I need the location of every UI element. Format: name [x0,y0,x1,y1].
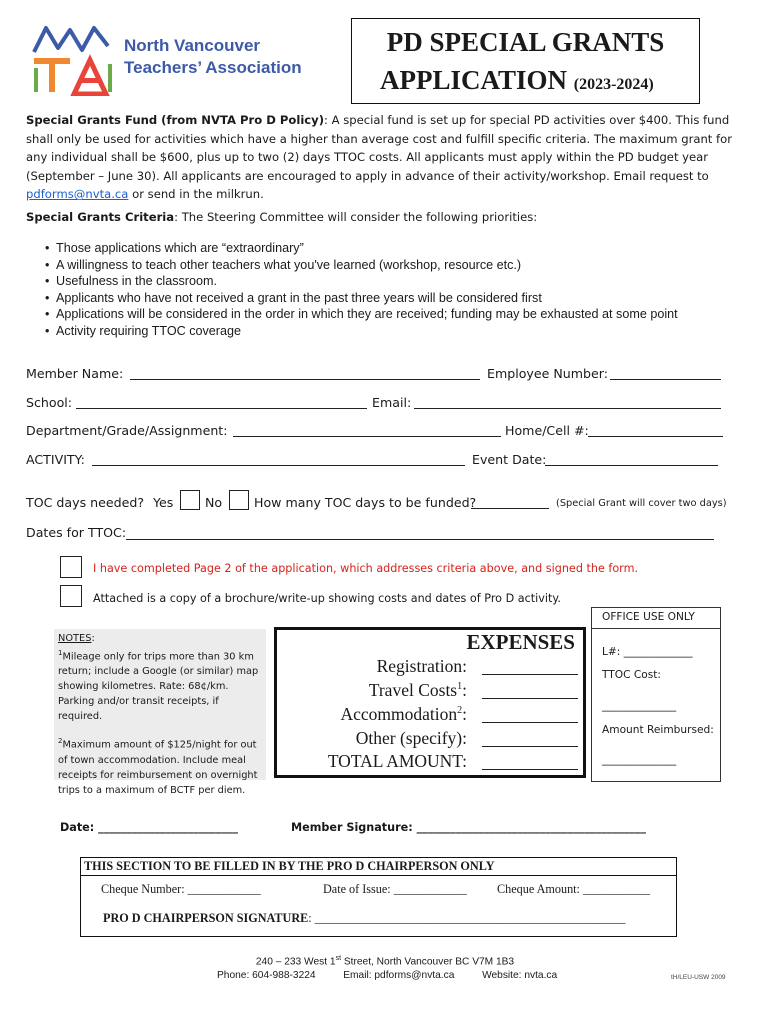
special-grant-note: (Special Grant will cover two days) [556,498,727,509]
chairperson-signature-label: PRO D CHAIRPERSON SIGNATURE [103,911,309,925]
travel-label [369,680,467,701]
office-ttoc-blank: ______________ [602,700,677,712]
logo-name-line2: Teachers’ Association [124,58,302,77]
chairperson-heading: THIS SECTION TO BE FILLED IN BY THE PRO D CHAIRPERSON ONLY [81,858,676,876]
home-cell-label: Home/Cell #: [505,423,589,438]
fund-description [26,111,744,204]
office-ttoc-cost: TTOC Cost: [602,669,661,681]
toc-yes-label: Yes [153,495,174,510]
accommodation-label-text: Accommodation [340,704,458,724]
fund-heading: Special Grants Fund (from NVTA Pro D Policy) [26,113,325,127]
toc-needed-label: TOC days needed? [26,495,145,510]
member-name-label: Member Name: [26,366,124,381]
office-use-box [591,607,721,782]
notes-box [54,629,266,796]
footer-contact [217,970,557,981]
title-application: APPLICATION [380,65,568,95]
registration-field[interactable] [482,674,578,675]
criteria-intro [26,208,744,227]
fund-tail: or send in the milkrun. [128,187,264,202]
note-accommodation-sup: 2 [58,737,63,746]
toc-no-label: No [205,495,223,510]
travel-label-text: Travel Costs [368,680,458,700]
chairperson-signature-line: : ___________________________________________________ [308,911,626,925]
footer-website: Website: nvta.ca [482,970,558,981]
footer-email: Email: pdforms@nvta.ca [343,970,455,981]
toc-yes-checkbox[interactable] [180,490,200,510]
email-label: Email: [372,395,412,410]
criteria-text: : The Steering Committee will consider the following priorities: [174,210,538,224]
cheque-amount-field[interactable]: Cheque Amount: ___________ [497,882,651,896]
brochure-checkbox[interactable] [60,585,82,607]
title-years: (2023-2024) [573,76,654,93]
brochure-statement: Attached is a copy of a brochure/write-up showing costs and dates of Pro D activity. [93,592,561,605]
accommodation-label-sup: 2 [457,705,463,717]
notes-heading-text: NOTES [58,633,92,644]
note-accommodation-text: Maximum amount of $125/night for out of town accommodation. Include meal receipts for reimbursement on overnight trips to a maximum of BCTF per diem. [58,739,258,796]
chairperson-signature-field[interactable] [103,911,626,926]
title-box [351,18,700,104]
office-use-heading: OFFICE USE ONLY [592,608,720,629]
footer-address-post: Street, North Vancouver BC V7M 1B3 [341,956,515,968]
title-line1: PD SPECIAL GRANTS [386,27,665,57]
home-cell-field[interactable] [588,423,723,437]
department-label: Department/Grade/Assignment: [26,423,228,438]
registration-label: Registration: [376,656,467,676]
dates-ttoc-label: Dates for TTOC: [26,525,127,540]
footer-address [0,955,770,967]
footer-address-sup: st [335,955,342,962]
date-of-issue-field[interactable]: Date of Issue: ____________ [323,882,467,896]
criteria-item: • A willingness to teach other teachers what you've learned (workshop, resource etc.) [45,257,678,274]
office-l-number: L#: _____________ [602,646,693,658]
notes-heading-colon: : [91,633,95,644]
toc-days-field[interactable] [471,495,549,509]
page2-statement: I have completed Page 2 of the application, which addresses criteria above, and signed the form. [93,562,639,575]
footer-address-pre: 240 – 233 West 1 [255,956,336,968]
other-field[interactable] [482,746,578,747]
criteria-heading: Special Grants Criteria [26,210,175,224]
travel-field[interactable] [482,698,578,699]
travel-label-colon: : [462,680,467,700]
criteria-item: • Activity requiring TTOC coverage [45,323,678,340]
office-amount-blank: ______________ [602,754,677,766]
employee-number-field[interactable] [610,366,721,380]
criteria-list [45,240,678,340]
office-amount-reimbursed: Amount Reimbursed: [602,724,714,736]
note-mileage [58,646,262,724]
note-accommodation [58,734,262,797]
dates-ttoc-field[interactable] [126,526,714,540]
department-field[interactable] [233,423,501,437]
email-link[interactable]: pdforms@nvta.ca [26,187,129,202]
date-signature-field[interactable]: Date: _________________________ [60,821,238,834]
cheque-number-field[interactable]: Cheque Number: ____________ [101,882,261,896]
activity-label: ACTIVITY: [26,452,85,467]
page2-checkbox[interactable] [60,556,82,578]
event-date-field[interactable] [545,452,718,466]
criteria-item: • Applications will be considered in the order in which they are received; funding may be exhausted at some point [45,306,678,323]
activity-field[interactable] [92,452,465,466]
criteria-item: • Applicants who have not received a grant in the past three years will be considered first [45,290,678,307]
nvta-logo-mark [32,24,124,96]
chairperson-section [80,857,677,937]
total-label: TOTAL AMOUNT: [327,751,467,771]
footer-phone: Phone: 604-988-3224 [217,970,316,981]
school-field[interactable] [76,395,367,409]
employee-number-label: Employee Number: [487,366,608,381]
email-field[interactable] [414,395,721,409]
criteria-item: • Usefulness in the classroom. [45,273,678,290]
revision-code: tH/LEU-USW 2009 [671,974,726,981]
member-name-field[interactable] [130,366,480,380]
travel-label-sup: 1 [457,681,463,693]
expenses-box [274,627,586,778]
accommodation-field[interactable] [482,722,578,723]
logo-name-line1: North Vancouver [124,36,261,55]
accommodation-label [340,704,467,725]
notes-heading [58,631,262,646]
how-many-label: How many TOC days to be funded? [254,495,477,510]
accommodation-label-colon: : [462,704,467,724]
criteria-item: • Those applications which are “extraordinary” [45,240,678,257]
member-signature-field[interactable]: Member Signature: _________________________________________ [291,821,646,834]
school-label: School: [26,395,73,410]
toc-no-checkbox[interactable] [229,490,249,510]
note-mileage-sup: 1 [58,649,63,657]
expenses-title: EXPENSES [466,630,575,654]
fund-text: : A special fund is set up for special PD activities over $400. This fund shall only be used for activities which have a higher than average cost and fulfill specific criteria. The maximum grant for any individual shall be $600, plus up to two (2) days TTOC costs. All applicants must apply within the PD budget year (September – June 30). All applicants are encouraged to apply in advance of their activity/workshop. Email request to [26,113,732,183]
total-field[interactable] [482,769,578,770]
note-mileage-text: Mileage only for trips more than 30 km return; include a Google (or similar) map showing kilometres. Rate: 68¢/km. Parking and/or transit receipts, if required. [58,651,259,723]
event-date-label: Event Date: [472,452,547,467]
other-label: Other (specify): [355,728,467,748]
title-line2 [380,65,654,96]
